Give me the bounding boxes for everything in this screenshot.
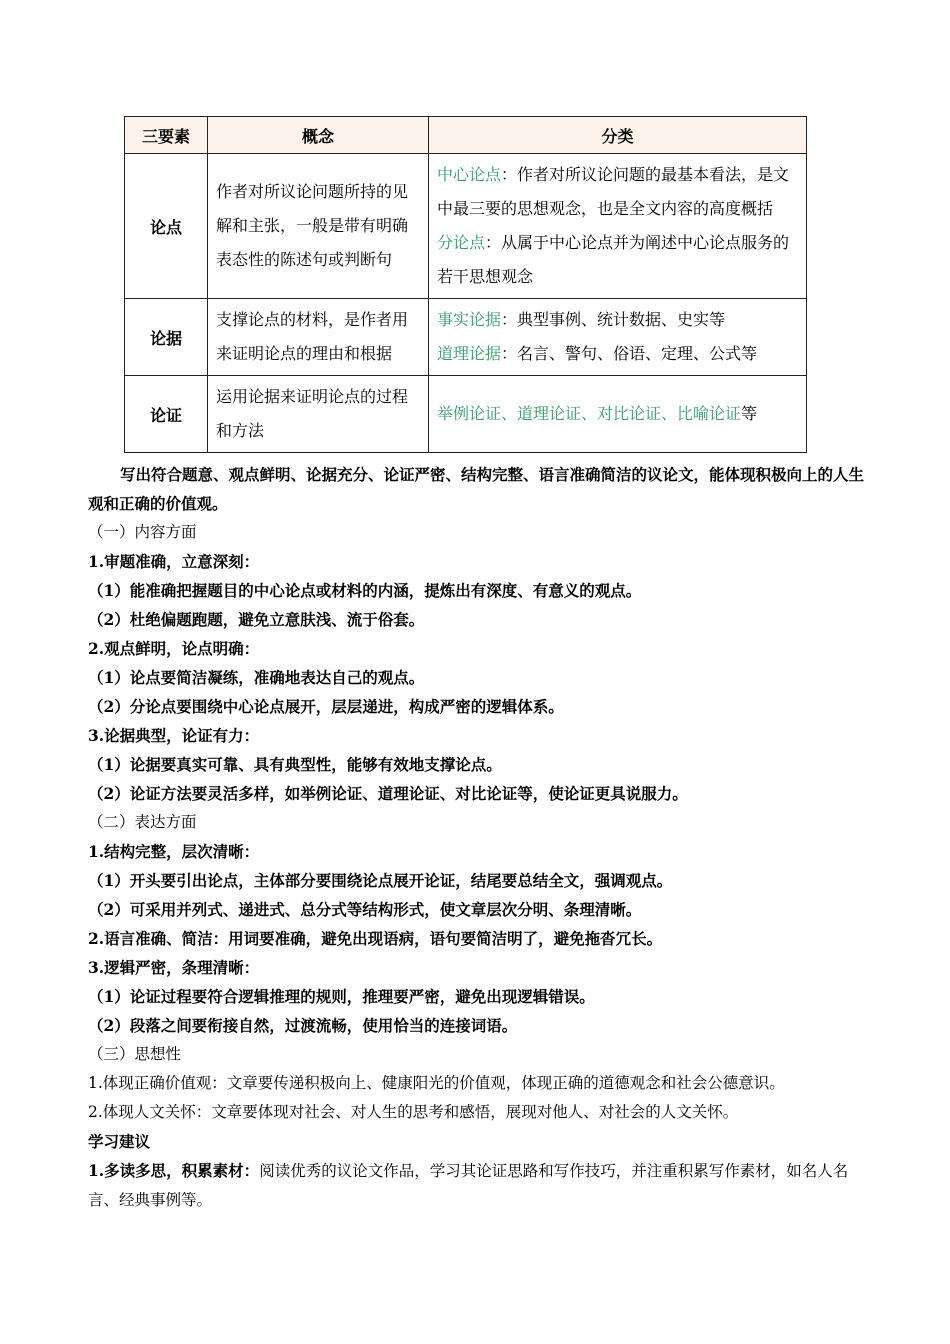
element-cell: 论点 xyxy=(125,154,208,299)
list-item: （1）开头要引出论点，主体部分要围绕论点展开论证，结尾要总结全文，强调观点。 xyxy=(88,871,673,890)
list-item: （2）论证方法要灵活多样，如举例论证、道理论证、对比论证等，使论证更具说服力。 xyxy=(88,784,688,803)
table-row xyxy=(125,299,807,376)
term-text: ：典型事例、统计数据、史实等 xyxy=(501,310,726,329)
term-central-argument: 中心论点 xyxy=(437,165,502,184)
list-item: （1）能准确把握题目的中心论点或材料的内涵，提炼出有深度、有意义的观点。 xyxy=(88,581,642,600)
term-text: ：作者对所议论问题的最基本看法，是文中最三要的思想观念，也是全文内容的高度概括 xyxy=(437,165,790,218)
list-item: （1）论据要真实可靠、具有典型性，能够有效地支撑论点。 xyxy=(88,755,502,774)
table-header-row xyxy=(125,117,807,154)
term-reasoning-evidence: 道理论据 xyxy=(437,344,502,363)
study-item xyxy=(88,1156,868,1215)
header-concept: 概念 xyxy=(208,117,429,154)
term-text: ：从属于中心论点并为阐述中心论点服务的若干思想观念 xyxy=(437,233,790,286)
term-text: 等 xyxy=(741,404,758,423)
subheading: 1.审题准确，立意深刻： xyxy=(88,552,260,571)
term-sub-argument: 分论点 xyxy=(437,233,486,252)
list-item: （1）论证过程要符合逻辑推理的规则，推理要严密，避免出现逻辑错误。 xyxy=(88,987,595,1006)
study-item-label: 1.多读多思，积累素材： xyxy=(88,1161,260,1180)
term-text: ：名言、警句、俗语、定理、公式等 xyxy=(501,344,758,363)
term-factual-evidence: 事实论据 xyxy=(437,310,502,329)
list-item: 2.体现人文关怀：文章要体现对社会、对人生的思考和感悟，展现对他人、对社会的人文关怀。 xyxy=(88,1103,739,1121)
study-item-text: 阅读优秀的议论文作品，学习其论证思路和写作技巧，并注重积累写作素材，如名人名言、经典事例等。 xyxy=(88,1162,849,1209)
list-item: （2）可采用并列式、递进式、总分式等结构形式，使文章层次分明、条理清晰。 xyxy=(88,900,642,919)
classification-cell xyxy=(429,299,807,376)
concept-cell: 作者对所议论问题所持的见解和主张，一般是带有明确表态性的陈述句或判断句 xyxy=(208,154,429,299)
element-cell: 论证 xyxy=(125,376,208,453)
list-item: （1）论点要简洁凝练，准确地表达自己的观点。 xyxy=(88,668,425,687)
subheading: 3.逻辑严密，条理清晰： xyxy=(88,958,260,977)
term-argument-methods: 举例论证、道理论证、对比论证、比喻论证 xyxy=(437,404,742,423)
subheading: 2.观点鲜明，论点明确： xyxy=(88,639,260,658)
list-item: （2）段落之间要衔接自然，过渡流畅，使用恰当的连接词语。 xyxy=(88,1016,518,1035)
header-elements: 三要素 xyxy=(125,117,208,154)
subheading: 1.结构完整，层次清晰： xyxy=(88,842,260,861)
element-cell: 论据 xyxy=(125,299,208,376)
section-heading: （一）内容方面 xyxy=(88,523,197,541)
concept-cell: 支撑论点的材料，是作者用来证明论点的理由和根据 xyxy=(208,299,429,376)
list-item: （2）杜绝偏题跑题，避免立意肤浅、流于俗套。 xyxy=(88,610,425,629)
header-classification: 分类 xyxy=(429,117,807,154)
subheading: 3.论据典型，论证有力： xyxy=(88,726,260,745)
document-body xyxy=(88,460,868,1215)
section-heading: （三）思想性 xyxy=(88,1045,182,1063)
list-item: （2）分论点要围绕中心论点展开，层层递进，构成严密的逻辑体系。 xyxy=(88,697,564,716)
section-heading: （二）表达方面 xyxy=(88,813,197,831)
study-title: 学习建议 xyxy=(88,1132,151,1151)
subheading: 2.语言准确、简洁：用词要准确，避免出现语病，语句要简洁明了，避免拖沓冗长。 xyxy=(88,929,663,948)
table-row xyxy=(125,154,807,299)
concept-cell: 运用论据来证明论点的过程和方法 xyxy=(208,376,429,453)
list-item: 1.体现正确价值观：文章要传递积极向上、健康阳光的价值观，体现正确的道德观念和社会公德意识。 xyxy=(88,1074,785,1092)
classification-cell xyxy=(429,154,807,299)
table-row xyxy=(125,376,807,453)
elements-table xyxy=(124,116,807,453)
classification-cell xyxy=(429,376,807,453)
intro-paragraph: 写出符合题意、观点鲜明、论据充分、论证严密、结构完整、语言准确简洁的议论文，能体现积极向上的人生观和正确的价值观。 xyxy=(88,465,865,513)
